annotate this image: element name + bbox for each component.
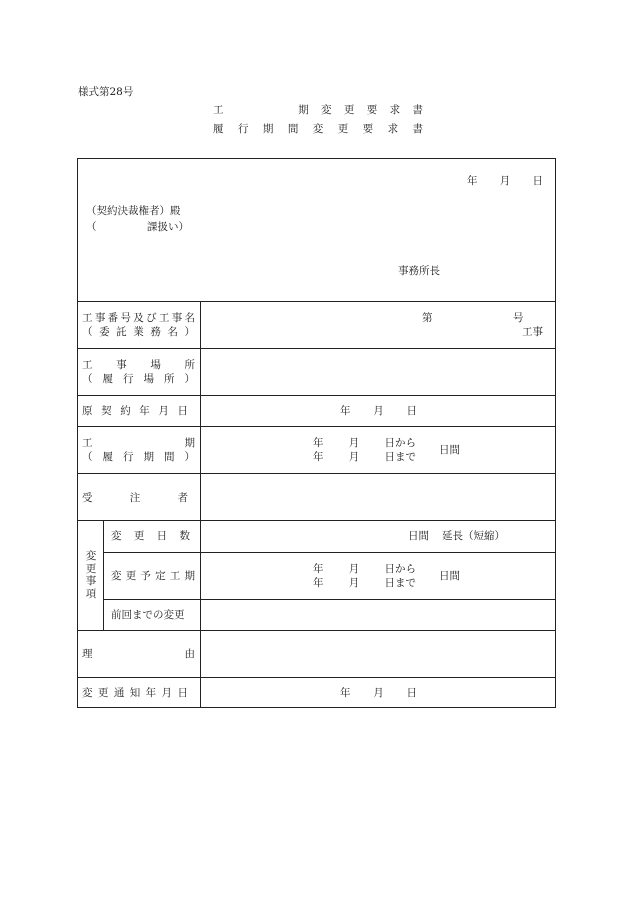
title-char: 間 bbox=[287, 123, 299, 135]
title-char: 期 bbox=[262, 123, 274, 135]
request-date bbox=[467, 175, 543, 187]
label-reason bbox=[82, 648, 195, 660]
label-char: 年 bbox=[340, 405, 351, 417]
label-char: 年 bbox=[145, 687, 157, 699]
label-char: 務 bbox=[150, 326, 161, 338]
label-char: 月 bbox=[348, 437, 360, 449]
row-divider bbox=[77, 630, 556, 631]
label-notice-date bbox=[82, 687, 188, 699]
label-char: （ bbox=[82, 451, 93, 463]
label-char: 者 bbox=[177, 492, 188, 504]
paren-open: （ bbox=[86, 221, 97, 233]
date-year: 年 bbox=[467, 175, 478, 187]
label-char: ） bbox=[184, 451, 195, 463]
label-char: 知 bbox=[129, 687, 141, 699]
label-char: 間 bbox=[164, 451, 175, 463]
label-char: 業 bbox=[133, 326, 144, 338]
column-divider bbox=[200, 301, 201, 708]
label-char: 月 bbox=[158, 405, 169, 417]
label-char: 変 bbox=[82, 687, 93, 699]
label-char: 日から bbox=[384, 563, 416, 575]
title-char: 更 bbox=[337, 123, 349, 135]
label-char: 履 bbox=[102, 373, 113, 385]
label-char: 場 bbox=[150, 359, 161, 371]
label-char: 月 bbox=[373, 687, 384, 699]
addressee-division bbox=[86, 221, 189, 233]
label-char: 年 bbox=[313, 577, 324, 589]
row-divider bbox=[77, 395, 556, 396]
form-number: 様式第28号 bbox=[78, 86, 134, 98]
label-char: び bbox=[146, 312, 157, 324]
label-work-period bbox=[82, 437, 195, 449]
label-char: 場 bbox=[143, 373, 154, 385]
label-char: 通 bbox=[113, 687, 125, 699]
label-char: ） bbox=[184, 326, 195, 338]
label-char: 日 bbox=[406, 405, 417, 417]
title-char: 期 bbox=[298, 104, 309, 116]
label-char: 及 bbox=[133, 312, 144, 324]
label-char: 期 bbox=[143, 451, 154, 463]
label-char: 番 bbox=[107, 312, 119, 324]
label-char: 更 bbox=[97, 687, 109, 699]
label-char: 日まで bbox=[384, 451, 416, 463]
label-char: 履 bbox=[102, 451, 113, 463]
label-char: 名 bbox=[184, 312, 195, 324]
label-char: 事 bbox=[171, 312, 183, 324]
date-day: 日 bbox=[532, 175, 543, 187]
label-char: 更 bbox=[125, 570, 137, 582]
title-char: 工 bbox=[213, 104, 224, 116]
label-char: 日 bbox=[177, 687, 188, 699]
title-line-2 bbox=[213, 123, 423, 135]
period-from bbox=[313, 437, 416, 449]
title-line-1 bbox=[213, 104, 423, 116]
label-char: 年 bbox=[313, 451, 324, 463]
change-days-extension: 延長（短縮） bbox=[442, 530, 505, 542]
label-char: 原 bbox=[82, 405, 93, 417]
label-char: 注 bbox=[129, 492, 141, 504]
date-month: 月 bbox=[499, 175, 511, 187]
label-char: 事 bbox=[94, 312, 106, 324]
sender-title: 事務所長 bbox=[398, 265, 440, 277]
division-text: 課扱い） bbox=[147, 221, 189, 233]
row-divider bbox=[77, 677, 556, 678]
column-divider bbox=[103, 520, 104, 630]
row-divider bbox=[77, 348, 556, 349]
label-char: ） bbox=[184, 373, 195, 385]
label-char: 託 bbox=[116, 326, 127, 338]
label-char: 行 bbox=[123, 373, 134, 385]
title-char: 更 bbox=[343, 104, 355, 116]
label-char: 契 bbox=[101, 405, 112, 417]
row-divider bbox=[77, 301, 556, 302]
label-char: 期 bbox=[184, 437, 195, 449]
label-work-name bbox=[82, 312, 195, 324]
row-divider bbox=[77, 426, 556, 427]
label-char: 所 bbox=[164, 373, 175, 385]
label-char: 工 bbox=[82, 312, 93, 324]
label-char: 理 bbox=[82, 648, 93, 660]
label-char: 月 bbox=[161, 687, 173, 699]
label-char: 工 bbox=[158, 312, 170, 324]
title-char: 書 bbox=[412, 123, 423, 135]
row-divider bbox=[77, 520, 556, 521]
label-char: 由 bbox=[184, 648, 195, 660]
label-commission-name bbox=[82, 326, 195, 338]
period-to bbox=[313, 451, 416, 463]
title-char: 要 bbox=[366, 104, 378, 116]
row-divider bbox=[77, 473, 556, 474]
planned-period-to bbox=[313, 577, 416, 589]
addressee: （契約決裁権者）殿 bbox=[86, 205, 181, 217]
label-char: 数 bbox=[179, 530, 190, 542]
title-char: 求 bbox=[389, 104, 401, 116]
label-char: 約 bbox=[120, 405, 131, 417]
title-char: 履 bbox=[213, 123, 224, 135]
label-char: 事 bbox=[116, 359, 127, 371]
label-char: 所 bbox=[184, 359, 195, 371]
label-char: 行 bbox=[123, 451, 134, 463]
title-char: 変 bbox=[312, 123, 324, 135]
label-char: 日 bbox=[177, 405, 188, 417]
label-char: 日 bbox=[406, 687, 417, 699]
label-char: （ bbox=[82, 326, 93, 338]
label-char: 名 bbox=[167, 326, 178, 338]
label-char: 日 bbox=[156, 530, 168, 542]
work-suffix: 工事 bbox=[522, 326, 543, 338]
title-char: 書 bbox=[412, 104, 423, 116]
label-original-contract-date bbox=[82, 405, 188, 417]
period-days: 日間 bbox=[439, 444, 460, 456]
planned-period-days: 日間 bbox=[439, 570, 460, 582]
label-perform-period bbox=[82, 451, 195, 463]
label-char: 工 bbox=[82, 437, 93, 449]
label-char: 期 bbox=[184, 570, 195, 582]
title-char: 求 bbox=[387, 123, 399, 135]
label-char: 受 bbox=[82, 492, 93, 504]
change-days-unit: 日間 bbox=[408, 530, 429, 542]
label-perform-site bbox=[82, 373, 195, 385]
label-char: 更 bbox=[133, 530, 145, 542]
label-char: 工 bbox=[169, 570, 181, 582]
label-char: 年 bbox=[139, 405, 150, 417]
label-char: （ bbox=[82, 373, 93, 385]
label-char: 工 bbox=[82, 359, 93, 371]
label-char: 予 bbox=[140, 570, 151, 582]
label-char: 日まで bbox=[384, 577, 416, 589]
label-char: 年 bbox=[313, 563, 324, 575]
label-change-days bbox=[111, 530, 190, 542]
label-work-site bbox=[82, 359, 195, 371]
label-char: 変 bbox=[111, 570, 122, 582]
title-char: 変 bbox=[321, 104, 332, 116]
label-char: 月 bbox=[348, 451, 360, 463]
label-char: 年 bbox=[313, 437, 324, 449]
row-divider bbox=[103, 552, 556, 553]
work-no-suffix: 号 bbox=[513, 312, 524, 324]
label-char: 月 bbox=[348, 563, 360, 575]
label-char: 変 bbox=[111, 530, 122, 542]
label-previous-changes: 前回までの変更 bbox=[111, 609, 185, 621]
planned-period-from bbox=[313, 563, 416, 575]
row-divider bbox=[103, 599, 556, 600]
label-char: 年 bbox=[340, 687, 351, 699]
label-change-items: 変更事項 bbox=[85, 550, 97, 600]
work-no-prefix: 第 bbox=[422, 312, 433, 324]
title-char: 行 bbox=[237, 123, 249, 135]
label-char: 月 bbox=[348, 577, 360, 589]
form-table bbox=[77, 158, 556, 708]
label-char: 号 bbox=[120, 312, 131, 324]
label-char: 委 bbox=[99, 326, 110, 338]
label-char: 定 bbox=[155, 570, 166, 582]
label-char: 日から bbox=[384, 437, 416, 449]
label-char: 月 bbox=[373, 405, 384, 417]
title-char: 要 bbox=[362, 123, 374, 135]
original-contract-date-value bbox=[340, 405, 417, 417]
notice-date-value bbox=[340, 687, 417, 699]
label-planned-period bbox=[111, 570, 195, 582]
title-gap bbox=[236, 104, 286, 116]
label-contractor bbox=[82, 492, 188, 504]
